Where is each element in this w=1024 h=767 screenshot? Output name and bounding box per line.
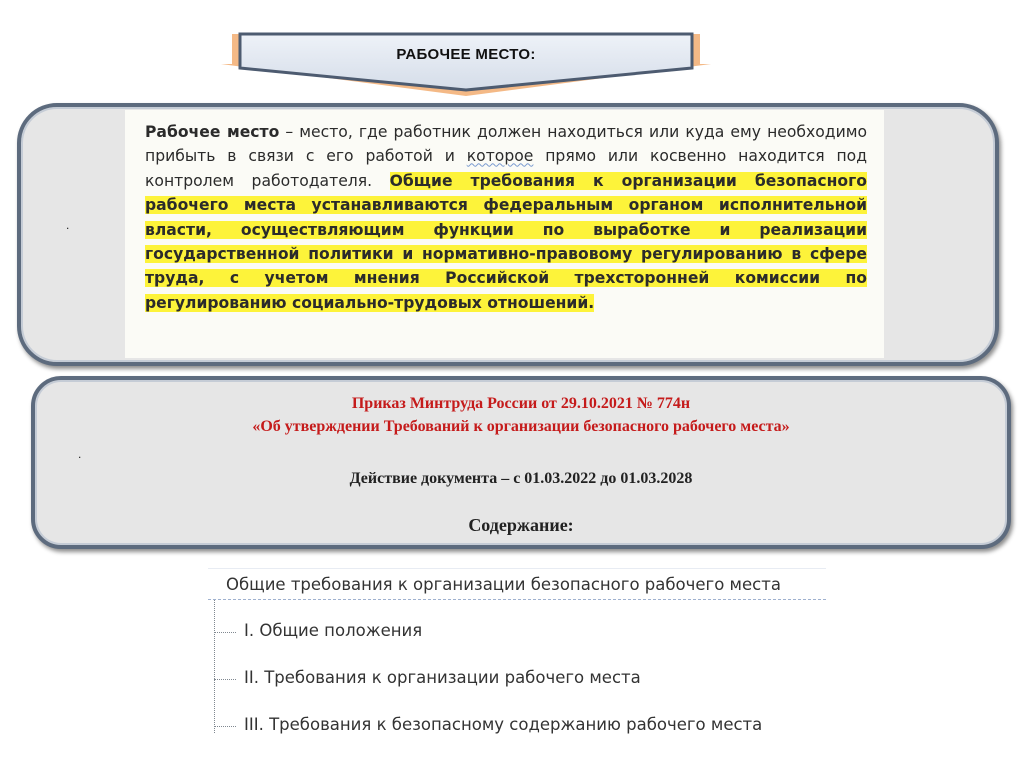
order-subtitle: «Об утверждении Требований к организации безопасного рабочего места» [252,418,790,435]
page-title: РАБОЧЕЕ МЕСТО: [396,46,536,63]
bullet-marker: . [66,218,70,232]
definition-text-continued: прямо или косвенно находится под контролем работодателя. [145,147,867,190]
tree-connector [214,726,236,727]
tree-connector [214,632,236,633]
order-title: Приказ Минтруда России от 29.10.2021 № 774н [351,395,691,412]
tree-root-node[interactable]: Общие требования к организации безопасного рабочего места [208,568,826,600]
banner-arrow-shape [218,28,714,100]
definition-card [125,110,884,358]
definition-paragraph [145,120,867,315]
tree-item[interactable]: II. Требования к организации рабочего места [244,668,641,687]
bullet-marker: . [78,447,82,461]
spellcheck-underlined-word: которое [466,147,534,166]
contents-heading: Содержание: [468,515,574,535]
header-banner [218,28,714,100]
highlighted-requirement: Общие требования к организации безопасного рабочего места устанавливаются федеральным органом исполнительной власти, осуществляющим функции по выработке и реализации государственной политики и нормативно-правовому регулированию в сфере труда, с учетом мнения Российской трехсторонней комиссии по регулированию социально-трудовых отношений. [145,171,867,312]
tree-item[interactable]: I. Общие положения [244,621,423,640]
definition-text: – место, где работник должен находиться или куда ему необходимо прибыть в связи с его работой и [145,123,868,166]
definition-term: Рабочее место [145,123,280,141]
tree-connector [214,679,236,680]
tree-connector [214,600,215,733]
contents-tree [208,553,826,753]
validity-period: Действие документа – с 01.03.2022 до 01.03.2028 [349,470,693,487]
tree-item[interactable]: III. Требования к безопасному содержанию рабочего места [244,715,763,734]
